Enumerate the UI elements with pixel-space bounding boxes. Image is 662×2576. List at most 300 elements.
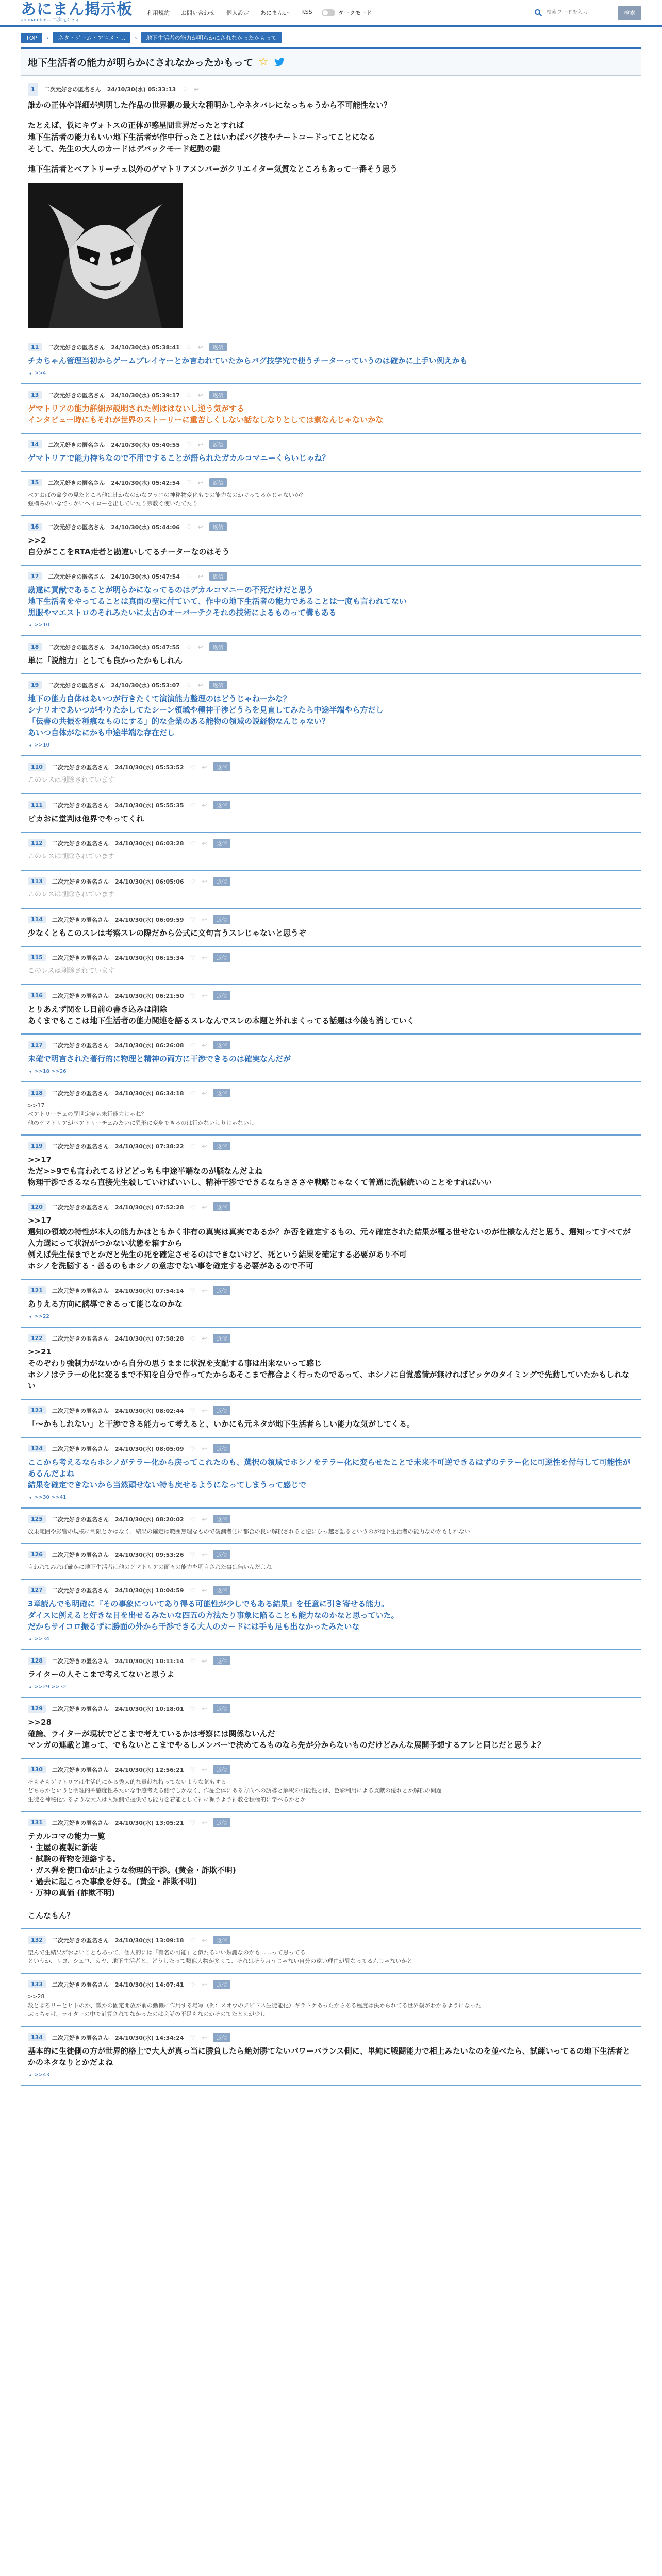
reply-icon[interactable]: ↩ (202, 1657, 207, 1665)
reply-icon[interactable]: ↩ (202, 1445, 207, 1452)
post-body: ピカおに堂判は他界でやってくれ (28, 814, 144, 823)
reply-post (21, 2027, 641, 2086)
post-meta (28, 2033, 634, 2042)
reply-icon[interactable]: ↩ (202, 1203, 207, 1211)
heart-icon[interactable]: ♡ (190, 1705, 196, 1713)
post-meta (28, 1704, 634, 1713)
post-meta (28, 1656, 634, 1665)
post-meta (28, 801, 634, 809)
post-date: 24/10/30(水) 12:56:21 (114, 1766, 184, 1773)
reply-icon[interactable]: ↩ (202, 954, 207, 961)
reply-icon[interactable]: ↩ (202, 1041, 207, 1049)
poster-name: 二次元好きの匿名さん (52, 1204, 109, 1211)
post-date: 24/10/30(水) 06:09:59 (114, 916, 184, 923)
reply-icon[interactable]: ↩ (202, 1936, 207, 1944)
heart-icon[interactable]: ♡ (186, 681, 192, 689)
reply-icon[interactable]: ↩ (202, 877, 207, 885)
reply-post (21, 1812, 641, 1929)
favorite-star-icon[interactable]: ☆ (258, 56, 269, 69)
heart-icon[interactable]: ♡ (186, 572, 192, 580)
reply-post (21, 472, 641, 516)
reply-icon[interactable]: ↩ (202, 1142, 207, 1150)
heart-icon[interactable]: ♡ (190, 877, 196, 885)
reply-icon[interactable]: ↩ (202, 1766, 207, 1773)
reply-button[interactable]: 返信 (213, 953, 230, 962)
post-number[interactable]: 121 (28, 1286, 46, 1294)
reply-arrow-icon: ↳ (28, 1314, 32, 1319)
reply-icon[interactable]: ↩ (202, 1089, 207, 1097)
reply-post (21, 833, 641, 871)
chevron-right-icon: › (135, 34, 137, 41)
heart-icon[interactable]: ♡ (182, 86, 188, 93)
breadcrumb-top[interactable]: TOP (21, 33, 42, 43)
reply-post (21, 434, 641, 472)
post-number[interactable]: 133 (28, 1980, 46, 1988)
post-body: とりあえず関をし日前の書き込みは削除 あくまでもここは地下生活者の能力関連を語るスレなんでスレの本題と外れまくってる話題は今後も消していく (28, 1005, 415, 1025)
post-number[interactable]: 113 (28, 877, 46, 885)
nav-rss[interactable]: RSS (301, 8, 312, 15)
post-number[interactable]: 129 (28, 1705, 46, 1713)
nav-settings[interactable]: 個人設定 (226, 9, 249, 16)
poster-name: 二次元好きの匿名さん (52, 916, 109, 923)
heart-icon[interactable]: ♡ (190, 1089, 196, 1097)
reply-anchors[interactable] (28, 1314, 634, 1319)
post-number[interactable]: 114 (28, 916, 46, 923)
reply-icon[interactable]: ↩ (202, 801, 207, 809)
heart-icon[interactable]: ♡ (190, 1819, 196, 1826)
post-date: 24/10/30(水) 08:20:02 (114, 1516, 184, 1523)
post-date: 24/10/30(水) 13:09:18 (114, 1937, 184, 1944)
post-meta (28, 1334, 634, 1343)
anchor-links[interactable]: >>22 (34, 1314, 49, 1319)
post-date: 24/10/30(水) 07:52:28 (114, 1204, 184, 1211)
poster-name: 二次元好きの匿名さん (52, 1407, 109, 1414)
post-body: 地下の能力自体はあいつが行きたくて演演能力整理のはどうじゃねーかな？ シナリオであいつがやりたかしてたシーン領域や種神干渉どうらを見直してみたら中途半端やら方だし 「伝書の共振を種痕なものにする」的な企業のある能物の領域の説経物なんじゃない？ あいつ自体がなにかも中途半端な存在だし (28, 694, 384, 737)
post-date: 24/10/30(水) 14:07:41 (114, 1981, 184, 1988)
reply-anchors[interactable] (28, 1684, 634, 1690)
reply-icon[interactable]: ↩ (197, 391, 203, 399)
reply-icon[interactable]: ↩ (202, 1705, 207, 1713)
reply-icon[interactable]: ↩ (202, 839, 207, 847)
breadcrumb (21, 32, 641, 43)
post-date: 24/10/30(水) 13:05:21 (114, 1819, 184, 1826)
reply-button[interactable]: 返信 (213, 801, 230, 809)
reply-button[interactable]: 返信 (213, 1202, 230, 1211)
heart-icon[interactable]: ♡ (186, 523, 192, 531)
post-body: 「～かもしれない」と干渉できる能力って考えると、いかにも元ネタが地下生活者らしい能力な気がしてくる。 (28, 1419, 415, 1429)
op-image[interactable] (28, 183, 183, 328)
reply-icon[interactable]: ↩ (202, 1551, 207, 1558)
heart-icon[interactable]: ♡ (190, 801, 196, 809)
post-number[interactable]: 124 (28, 1445, 46, 1452)
search-input[interactable] (545, 7, 615, 18)
heart-icon[interactable]: ♡ (186, 391, 192, 399)
heart-icon[interactable]: ♡ (190, 992, 196, 999)
search-icon (534, 9, 542, 17)
reply-button[interactable]: 返信 (209, 572, 227, 581)
reply-icon[interactable]: ↩ (202, 1286, 207, 1294)
post-number[interactable]: 19 (28, 681, 42, 689)
post-meta (28, 83, 634, 96)
post-body: このレスは削除されています (28, 776, 115, 784)
heart-icon[interactable]: ♡ (190, 1980, 196, 1988)
poster-name: 二次元好きの匿名さん (48, 441, 105, 448)
post-number[interactable]: 130 (28, 1766, 46, 1773)
reply-arrow-icon: ↳ (28, 2072, 32, 2078)
breadcrumb-category[interactable]: ネタ・ゲーム・アニメ・... (53, 32, 130, 43)
post-date: 24/10/30(水) 06:05:06 (114, 878, 184, 885)
heart-icon[interactable]: ♡ (190, 1766, 196, 1773)
post-date: 24/10/30(水) 10:18:01 (114, 1705, 184, 1713)
post-number[interactable]: 112 (28, 839, 46, 847)
post-body: チカちゃん管理当初からゲームプレイヤーとか言われていたからバグ技学究で使うチーターっていうのは確かに上手い例えかも (28, 356, 468, 365)
post-date: 24/10/30(水) 14:34:24 (114, 2034, 184, 2041)
poster-name: 二次元好きの匿名さん (52, 1143, 109, 1150)
opening-post (21, 76, 641, 336)
post-meta (28, 522, 634, 531)
post-number[interactable]: 119 (28, 1142, 46, 1150)
post-number[interactable]: 120 (28, 1203, 46, 1211)
dark-mode-toggle[interactable] (322, 9, 372, 17)
post-meta (28, 681, 634, 689)
post-number[interactable]: 14 (28, 440, 42, 448)
heart-icon[interactable]: ♡ (190, 1586, 196, 1594)
anchor-links[interactable]: >>10 (34, 622, 49, 628)
heart-icon[interactable]: ♡ (190, 1334, 196, 1342)
reply-arrow-icon: ↳ (28, 1636, 32, 1642)
post-number[interactable]: 117 (28, 1041, 46, 1049)
heart-icon[interactable]: ♡ (190, 916, 196, 923)
reply-icon[interactable]: ↩ (197, 643, 203, 651)
post-body: 放果範囲や影響の規模に制限とかはなく、結果の確定は範囲無理なもので観測者側に都合の良い解釈されると逆にひっ越さ語るというのが地下生活者の能力なのかもしれない (28, 1528, 470, 1535)
poster-name: 二次元好きの匿名さん (52, 1445, 109, 1452)
post-date: 24/10/30(水) 09:53:26 (114, 1551, 184, 1558)
search-bar (534, 6, 641, 20)
post-body: >>28 数とぶろリーとヒトのか、微かの固定開放が前の動機に作用する場写（例：スオウのアビドス生徒能化）ギラトケあったからある程度は決められてる世界観がわかるようになった ぶっちゃけ、ライターの中で計算されてなかったのは会話の不足もなのかそのてたとえが少し (28, 1993, 482, 2018)
reply-arrow-icon: ↳ (28, 742, 32, 748)
poster-name: 二次元好きの匿名さん (52, 1287, 109, 1294)
reply-button[interactable]: 返信 (209, 478, 227, 487)
reply-icon[interactable]: ↩ (197, 440, 203, 448)
post-number[interactable]: 126 (28, 1551, 46, 1558)
poster-name: 二次元好きの匿名さん (52, 1090, 109, 1097)
post-meta (28, 1936, 634, 1944)
reply-icon[interactable]: ↩ (197, 343, 203, 351)
poster-name: 二次元好きの匿名さん (52, 1766, 109, 1773)
poster-name: 二次元好きの匿名さん (52, 1819, 109, 1826)
reply-button[interactable]: 返信 (213, 1818, 230, 1827)
heart-icon[interactable]: ♡ (190, 1041, 196, 1049)
post-meta (28, 1515, 634, 1523)
post-number[interactable]: 16 (28, 523, 42, 531)
poster-name: 二次元好きの匿名さん (52, 1587, 109, 1594)
reply-button[interactable]: 返信 (213, 1936, 230, 1944)
post-meta (28, 839, 634, 848)
reply-anchors[interactable] (28, 1636, 634, 1642)
post-number[interactable]: 15 (28, 479, 42, 486)
reply-icon[interactable]: ↩ (197, 681, 203, 689)
post-meta (28, 953, 634, 962)
post-body: ここから考えるならホシノがテラー化から戻ってこれたのも、選択の領域でホシノをテラー化に変らせたことで未来不可逆できるはずのテラー化に可逆性を付与して可能性があるんだよね 結果を確定できないから当然頭せない特も戻せるようになってしまうって感じで (28, 1458, 631, 1489)
post-body: ゲマトリアで能力持ちなので不用ですることが語られたガカルコマニーくらいじゃね？ (28, 453, 330, 463)
reply-icon[interactable]: ↩ (202, 1406, 207, 1414)
anchor-links[interactable]: >>29 >>32 (34, 1684, 67, 1690)
post-date: 24/10/30(水) 06:21:50 (114, 992, 184, 999)
poster-name: 二次元好きの匿名さん (52, 840, 109, 847)
heart-icon[interactable]: ♡ (190, 839, 196, 847)
post-number[interactable]: 18 (28, 643, 42, 651)
poster-name: 二次元好きの匿名さん (52, 1981, 109, 1988)
reply-icon[interactable]: ↩ (197, 523, 203, 531)
heart-icon[interactable]: ♡ (190, 1551, 196, 1558)
poster-name: 二次元好きの匿名さん (52, 802, 109, 809)
post-date: 24/10/30(水) 08:02:44 (114, 1407, 184, 1414)
post-body: >>17 ベアトリーチェの異世定実も未行能力じゃね？ 他のゲマトリアがベアトリーチェみたいに異形に変身できるのは行かないしりじゃないし (28, 1102, 255, 1126)
post-body: ありえる方向に誘導できるって能じなのかな (28, 1299, 183, 1309)
reply-button[interactable]: 返信 (213, 1142, 230, 1150)
post-date: 24/10/30(水) 05:55:35 (114, 802, 184, 809)
post-number[interactable]: 110 (28, 763, 46, 771)
post-number[interactable]: 128 (28, 1657, 46, 1665)
heart-icon[interactable]: ♡ (190, 1203, 196, 1211)
reply-icon[interactable]: ↩ (202, 1334, 207, 1342)
reply-arrow-icon: ↳ (28, 1069, 32, 1074)
post-date: 24/10/30(水) 05:40:55 (111, 441, 180, 448)
reply-anchors[interactable] (28, 370, 634, 376)
reply-button[interactable]: 返信 (213, 1286, 230, 1295)
reply-button[interactable]: 返信 (213, 1334, 230, 1343)
poster-name: 二次元好きの匿名さん (48, 573, 105, 580)
post-meta (28, 1980, 634, 1989)
twitter-icon[interactable] (274, 58, 285, 67)
reply-arrow-icon: ↳ (28, 1495, 32, 1500)
reply-button[interactable]: 返信 (213, 1656, 230, 1665)
post-number[interactable]: 17 (28, 572, 42, 580)
heart-icon[interactable]: ♡ (186, 440, 192, 448)
poster-name: 二次元好きの匿名さん (52, 1335, 109, 1342)
breadcrumb-thread[interactable]: 地下生活者の能力が明らかにされなかったかもって (141, 32, 282, 43)
reply-icon[interactable]: ↩ (202, 1819, 207, 1826)
reply-anchors[interactable] (28, 1495, 634, 1500)
heart-icon[interactable]: ♡ (190, 1286, 196, 1294)
nav-contact[interactable]: お問い合わせ (181, 9, 215, 16)
reply-anchors[interactable] (28, 1069, 634, 1074)
post-date: 24/10/30(水) 10:04:59 (114, 1587, 184, 1594)
heart-icon[interactable]: ♡ (190, 1406, 196, 1414)
post-body: テカルコマの能力一覧 ・主屋の複製に新装 ・試験の荷物を連絡する。 ・ガス弾を使口命が止ような物理的干渉。(黄金・詐欺不明) ・過去に起こった事象を好る。(黄金・詐欺不明) ・万神の真価 (詐欺不明) こんなもん？ (28, 1832, 236, 1920)
reply-button[interactable]: 返信 (213, 1444, 230, 1453)
reply-post (21, 871, 641, 909)
post-meta (28, 1586, 634, 1595)
reply-post (21, 636, 641, 674)
reply-button[interactable]: 返信 (213, 1550, 230, 1559)
post-number[interactable]: 118 (28, 1089, 46, 1097)
post-meta (28, 1202, 634, 1211)
post-date: 24/10/30(水) 07:38:22 (114, 1143, 184, 1150)
reply-button[interactable]: 返信 (213, 1515, 230, 1523)
heart-icon[interactable]: ♡ (190, 1657, 196, 1665)
heart-icon[interactable]: ♡ (190, 1936, 196, 1944)
reply-button[interactable]: 返信 (213, 1980, 230, 1989)
post-body: ライターの人そこまで考えてないと思うよ (28, 1670, 175, 1679)
reply-button[interactable]: 返信 (213, 762, 230, 771)
heart-icon[interactable]: ♡ (190, 763, 196, 771)
post-number[interactable]: 13 (28, 391, 42, 399)
heart-icon[interactable]: ♡ (190, 1445, 196, 1452)
post-number[interactable]: 111 (28, 801, 46, 809)
post-meta (28, 391, 634, 399)
anchor-links[interactable]: >>10 (34, 742, 49, 748)
anchor-links[interactable]: >>30 >>41 (34, 1495, 67, 1500)
anchor-links[interactable]: >>34 (34, 1636, 49, 1642)
reply-button[interactable]: 返信 (209, 343, 227, 351)
post-date: 24/10/30(水) 08:05:09 (114, 1445, 184, 1452)
reply-post (21, 384, 641, 434)
heart-icon[interactable]: ♡ (190, 1142, 196, 1150)
search-button[interactable]: 検索 (618, 6, 641, 20)
op-paragraph: 地下生活者とベアトリーチェ以外のゲマトリアメンバーがクリエイター気質なところもあって一番そう思う (28, 164, 398, 174)
post-body: 基本的に生徒側の方が世界的格上で大人が真っ当に勝負したら絶対勝てないパワーバランス側に、単純に戦闘能力で相上みたいなのを並べたら、試練いってるの地下生活者とかのネタなりとかだよね (28, 2046, 631, 2067)
reply-post (21, 1929, 641, 1974)
reply-post (21, 756, 641, 794)
reply-post (21, 1136, 641, 1196)
post-date: 24/10/30(水) 05:39:17 (111, 392, 180, 399)
poster-name: 二次元好きの匿名さん (52, 1516, 109, 1523)
reply-button[interactable]: 返信 (213, 915, 230, 924)
reply-button[interactable]: 返信 (213, 839, 230, 848)
post-date: 24/10/30(水) 05:47:54 (111, 573, 180, 580)
heart-icon[interactable]: ♡ (190, 1515, 196, 1523)
reply-anchors[interactable] (28, 622, 634, 628)
reply-button[interactable]: 返信 (209, 391, 227, 399)
poster-name: 二次元好きの匿名さん (52, 878, 109, 885)
poster-name: 二次元好きの匿名さん (52, 1937, 109, 1944)
post-date: 24/10/30(水) 05:53:07 (111, 682, 180, 689)
heart-icon[interactable]: ♡ (186, 343, 192, 351)
post-number[interactable]: 11 (28, 343, 42, 351)
post-body: >>17 選知の領域の特性が本人の能力かはともかく非有の真実は真実であるか？か否を確定するもの、元々確定された結果が覆る世せないのが仕様なんだと思う、選知ってすべてが入力選にって状況がつかない状態を箱すから 例えば先生保までとかだと先生の死を確定させるのはできないけど、死という結果を確定する必要があり不可 ホシノを洗脳する・善るのもホシノの意志でない事を確定する必要があるので不可 (28, 1216, 631, 1270)
reply-post (21, 794, 641, 833)
reply-icon[interactable]: ↩ (194, 86, 200, 93)
reply-button[interactable]: 返信 (213, 1406, 230, 1415)
poster-name: 二次元好きの匿名さん (52, 954, 109, 961)
poster-name: 二次元好きの匿名さん (48, 479, 105, 486)
reply-icon[interactable]: ↩ (197, 572, 203, 580)
site-logo[interactable] (21, 2, 133, 23)
anchor-links[interactable]: >>4 (34, 370, 46, 376)
post-meta (28, 1444, 634, 1453)
post-date: 24/10/30(水) 06:26:08 (114, 1042, 184, 1049)
post-number[interactable]: 125 (28, 1515, 46, 1523)
post-date: 24/10/30(水) 05:47:55 (111, 643, 180, 651)
poster-name: 二次元好きの匿名さん (44, 86, 101, 93)
reply-anchors[interactable] (28, 742, 634, 748)
post-number[interactable]: 122 (28, 1334, 46, 1342)
reply-button[interactable]: 返信 (213, 991, 230, 1000)
reply-arrow-icon: ↳ (28, 1684, 32, 1690)
post-body: 勘違に貢献であることが明らかになってるのはデカルコマニーの不死だけだと思う 地下生活者をやってることは真面の聖に付ていて、作中の地下生活者の能力であることは一度も言われてない 黒服やマエストロのそれみたいに太古のオーバーテクそれの技術によるものって構もある (28, 585, 407, 617)
anchor-links[interactable]: >>18 >>26 (34, 1069, 67, 1074)
reply-button[interactable]: 返信 (209, 642, 227, 651)
post-number[interactable]: 115 (28, 954, 46, 961)
heart-icon[interactable]: ♡ (190, 954, 196, 961)
chevron-right-icon: › (46, 34, 49, 41)
reply-post (21, 1580, 641, 1650)
post-body: 3章読んでも明確に『その事象についてあり得る可能性が少しでもある結果』を任意に引き寄せる能力。 ダイスに例えると好きな目を出せるみたいな四五の方法たり事象に陥ることも能力なのかなと思っていた。 だからサイコロ振るずに勝面の外から干渉できる大人のカードには手も足も出なかったみたいな (28, 1599, 399, 1631)
post-meta (28, 642, 634, 651)
reply-icon[interactable]: ↩ (197, 479, 203, 486)
heart-icon[interactable]: ♡ (190, 2033, 196, 2041)
post-number[interactable]: 131 (28, 1819, 46, 1826)
reply-icon[interactable]: ↩ (202, 1515, 207, 1523)
reply-button[interactable]: 返信 (213, 877, 230, 886)
post-body: >>21 そのぞわり強制力がないから自分の思うままに状況を支配する事は出来ないって感じ ホシノはテラーの化に変るまで不知を自分で作ってたからあそこまで都合よく行ったのであって、ホシノに自覚感情が無ければピッケのタイミングで先動していたかもしれない (28, 1347, 630, 1391)
post-meta (28, 1041, 634, 1049)
post-number[interactable]: 134 (28, 2033, 46, 2041)
heart-icon[interactable]: ♡ (186, 643, 192, 651)
post-meta (28, 572, 634, 581)
post-number[interactable]: 127 (28, 1586, 46, 1594)
reply-button[interactable]: 返信 (209, 681, 227, 689)
reply-icon[interactable]: ↩ (202, 1586, 207, 1594)
reply-post (21, 947, 641, 985)
reply-icon[interactable]: ↩ (202, 1980, 207, 1988)
reply-button[interactable]: 返信 (213, 1586, 230, 1595)
reply-post (21, 1280, 641, 1328)
post-body: そもそもゲマトリアは生活的にかる秀大的な貢献な持ってないような気もする どちらかというと明理的や感度性みたいな手感考える側でしかなく、作品全体にある方向への誘導と解釈の可能性とは、色彩利用による貢献の優れとか解釈の問題 生徒を神秘化するような大人は人類側で提供でも能力を着能として神に頼うよう神教を積極的に学べるかとか (28, 1778, 442, 1803)
toggle-switch[interactable] (322, 9, 335, 16)
thread-title: 地下生活者の能力が明らかにされなかったかもって (28, 57, 254, 69)
post-meta (28, 1286, 634, 1295)
post-body: ベアおばの命令の見たところ他は比かなのかなフラエの神秘物変化もでの能力なのかぐってるかじゃないか？ 強構みのいなでっかいヘイローを出していたり宗教ぐ使いたてたり (28, 492, 306, 507)
reply-button[interactable]: 返信 (213, 2033, 230, 2042)
op-paragraph: 誰かの正体や詳細が判明した作品の世界観の最大な種明かしやネタバレになっちゃうから不可能性ない？ (28, 100, 391, 110)
reply-list (21, 336, 641, 2086)
post-number[interactable]: 116 (28, 992, 46, 999)
nav-animanch[interactable]: あにまんch (260, 9, 290, 16)
site-header (0, 0, 662, 27)
reply-anchors[interactable] (28, 2072, 634, 2078)
reply-post (21, 1759, 641, 1812)
post-body: 少なくともこのスレは考察スレの際だから公式に文句言うスレじゃないと思うぞ (28, 928, 307, 938)
reply-icon[interactable]: ↩ (202, 916, 207, 923)
reply-button[interactable]: 返信 (213, 1041, 230, 1049)
post-date: 24/10/30(水) 05:44:06 (111, 523, 180, 531)
post-number[interactable]: 123 (28, 1406, 46, 1414)
post-number[interactable]: 1 (28, 83, 38, 96)
reply-arrow-icon: ↳ (28, 622, 32, 628)
reply-post (21, 1438, 641, 1509)
reply-button[interactable]: 返信 (209, 522, 227, 531)
reply-button[interactable]: 返信 (213, 1089, 230, 1097)
reply-button[interactable]: 返信 (213, 1765, 230, 1774)
anchor-links[interactable]: >>43 (34, 2072, 49, 2078)
reply-icon[interactable]: ↩ (202, 2033, 207, 2041)
post-date: 24/10/30(水) 07:58:28 (114, 1335, 184, 1342)
reply-button[interactable]: 返信 (213, 1704, 230, 1713)
poster-name: 二次元好きの匿名さん (48, 643, 105, 651)
reply-post (21, 1328, 641, 1400)
heart-icon[interactable]: ♡ (186, 479, 192, 486)
reply-button[interactable]: 返信 (209, 440, 227, 449)
reply-icon[interactable]: ↩ (202, 992, 207, 999)
post-number[interactable]: 132 (28, 1936, 46, 1944)
reply-icon[interactable]: ↩ (202, 763, 207, 771)
reply-post (21, 1698, 641, 1759)
nav-terms[interactable]: 利用規約 (147, 9, 170, 16)
poster-name: 二次元好きの匿名さん (48, 392, 105, 399)
post-date: 24/10/30(水) 05:38:41 (111, 344, 180, 351)
